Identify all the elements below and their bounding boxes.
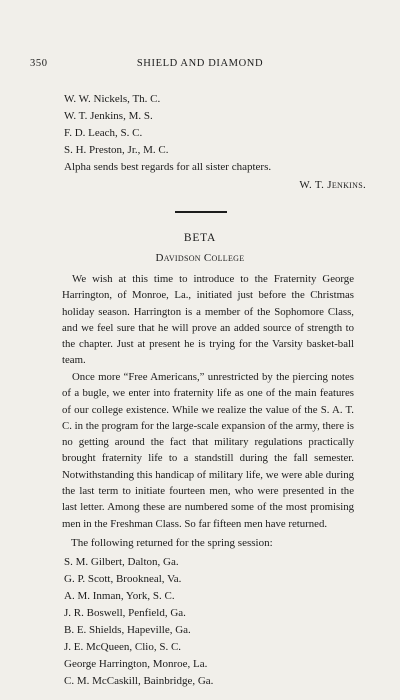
chapter-heading: BETA [183,232,217,244]
beta-paragraph-2-text: Once more “Free Americans,” unrestricted by the piercing notes of a bugle, we enter into fraternity life as one of the main features of our college existence. While we realize the value of the S. A. T. C. in the program for the large-scale expansion of the army, there is no getting around the fact that military regulations practically brought fraternity life to a standstill during the fall semester. Notwithstanding this handicap of military life, we were able during the last term to initiate fourteen men, who were presented in the last letter. Among these are numbered some of the most promising men in the Freshman Class. So far fifteen men have returned. [62,371,354,530]
alpha-closing: Alpha sends best regards for all sister chapters. [64,161,272,173]
returned-list-item: S. M. Gilbert, Dalton, Ga. [64,556,179,568]
alpha-list-item: W. T. Jenkins, M. S. [64,110,153,122]
college-name: Davidson College [155,252,245,264]
section-divider [175,211,227,213]
returned-list-item: J. E. McQueen, Clio, S. C. [64,641,182,653]
alpha-list-item: W. W. Nickels, Th. C. [64,93,161,105]
beta-paragraph-1-text: We wish at this time to introduce to the Fraternity George Harrington, of Monroe, La., initiated just before the Christmas holiday season. Harrington is a member of the Sophomore Class, and we feel sure that he will prove an added source of strength to the chapter. Just at present he is trying for the Varsity basket-ball team. [62,273,354,367]
returned-list-item: G. P. Scott, Brookneal, Va. [64,573,182,585]
returned-list-item: J. R. Boswell, Penfield, Ga. [64,607,186,619]
returned-list-item: George Harrington, Monroe, La. [64,658,208,670]
page-header [30,58,370,72]
returned-list-item: B. E. Shields, Hapeville, Ga. [64,624,191,636]
returned-intro: The following returned for the spring session: [71,537,273,549]
beta-paragraph-2 [62,369,354,532]
returned-list-item: A. M. Inman, York, S. C. [64,590,175,602]
running-title: SHIELD AND DIAMOND [136,58,264,69]
returned-list-item: C. M. McCaskill, Bainbridge, Ga. [64,675,214,687]
beta-paragraph-1 [62,271,354,369]
alpha-list-item: F. D. Leach, S. C. [64,127,143,139]
alpha-list-item: S. H. Preston, Jr., M. C. [64,144,169,156]
page-number: 350 [30,58,48,69]
alpha-signature: W. T. Jenkins. [299,179,366,191]
